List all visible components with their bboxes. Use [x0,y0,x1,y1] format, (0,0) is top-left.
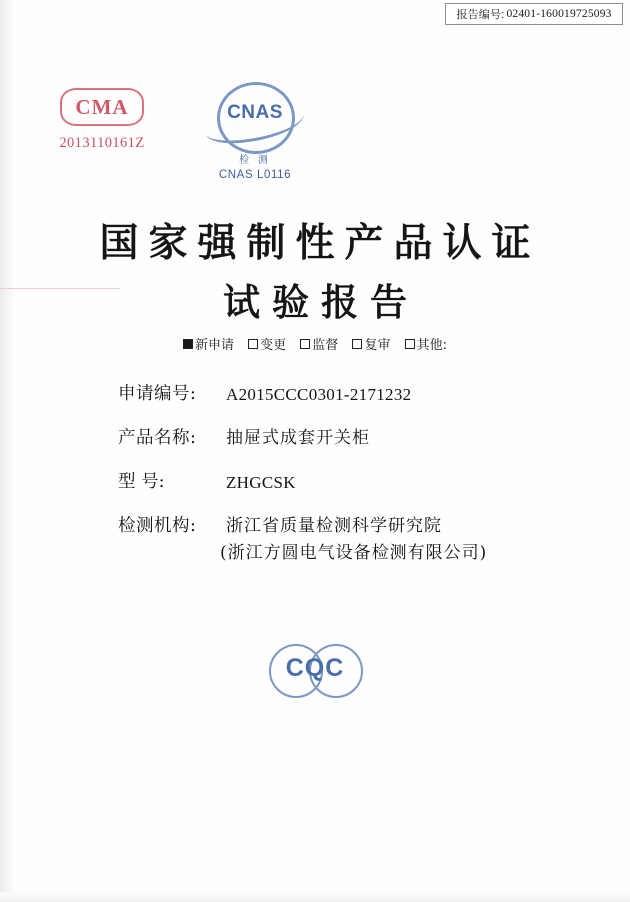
checkbox-icon[interactable] [248,339,258,349]
field-value-model: ZHGCSK [226,472,296,492]
cnas-mark-text: CNAS [227,102,283,123]
checkbox-icon-checked[interactable] [183,339,193,349]
field-product-name [118,428,538,450]
application-type-label-2: 监督 [312,338,339,353]
cqc-mark-icon [271,640,359,700]
cnas-lab-code: CNAS L0116 [218,169,292,181]
cma-code: 2013110161Z [59,135,145,151]
application-type-label-3: 复审 [364,338,391,353]
field-value-product-name: 抽屉式成套开关柜 [226,427,370,448]
application-type-option-2[interactable] [300,338,342,353]
application-type-option-0[interactable] [183,338,238,353]
cqc-mark-text: CQC [285,654,345,682]
application-type-row [0,334,630,353]
testing-organization-line1: 浙江省质量检测科学研究院 [226,515,442,536]
checkbox-icon[interactable] [300,339,310,349]
field-label-model: 型 号: [118,471,165,492]
cma-mark-text: CMA [75,94,129,119]
report-fields [118,384,538,586]
scan-edge-left [0,0,14,902]
scan-edge-bottom [0,892,630,902]
application-type-option-4[interactable] [405,338,447,353]
cma-logo [50,88,154,152]
document-title-main: 国家强制性产品认证 [99,220,541,266]
application-type-label-0: 新申请 [194,338,234,353]
field-application-number [118,384,538,406]
cnas-sub-chinese: 检 测 [239,155,271,166]
application-type-option-3[interactable] [352,338,394,353]
accreditation-logos [40,80,340,190]
report-number-value: 02401-160019725093 [506,8,612,20]
testing-organization-line2: (浙江方圆电气设备检测有限公司) [220,542,488,563]
field-model [118,472,538,494]
application-type-label-1: 变更 [260,338,287,353]
application-type-option-1[interactable] [248,338,290,353]
field-label-product-name: 产品名称: [118,427,197,448]
application-type-label-4: 其他: [416,338,447,353]
field-value-testing-organization [220,515,538,565]
document-title-sub: 试验报告 [223,280,419,324]
cnas-logo [180,80,330,181]
cnas-mark-icon [203,80,307,154]
checkbox-icon[interactable] [352,339,362,349]
field-testing-organization [118,516,538,565]
checkbox-icon[interactable] [405,339,415,349]
field-value-application-number: A2015CCC0301-2171232 [226,385,412,404]
cma-mark-icon [60,88,144,126]
report-number-box [445,3,623,25]
field-label-application-number: 申请编号: [118,384,197,404]
report-number-label: 报告编号: [456,9,505,21]
field-label-testing-organization: 检测机构: [118,515,197,536]
cqc-logo [0,640,630,705]
